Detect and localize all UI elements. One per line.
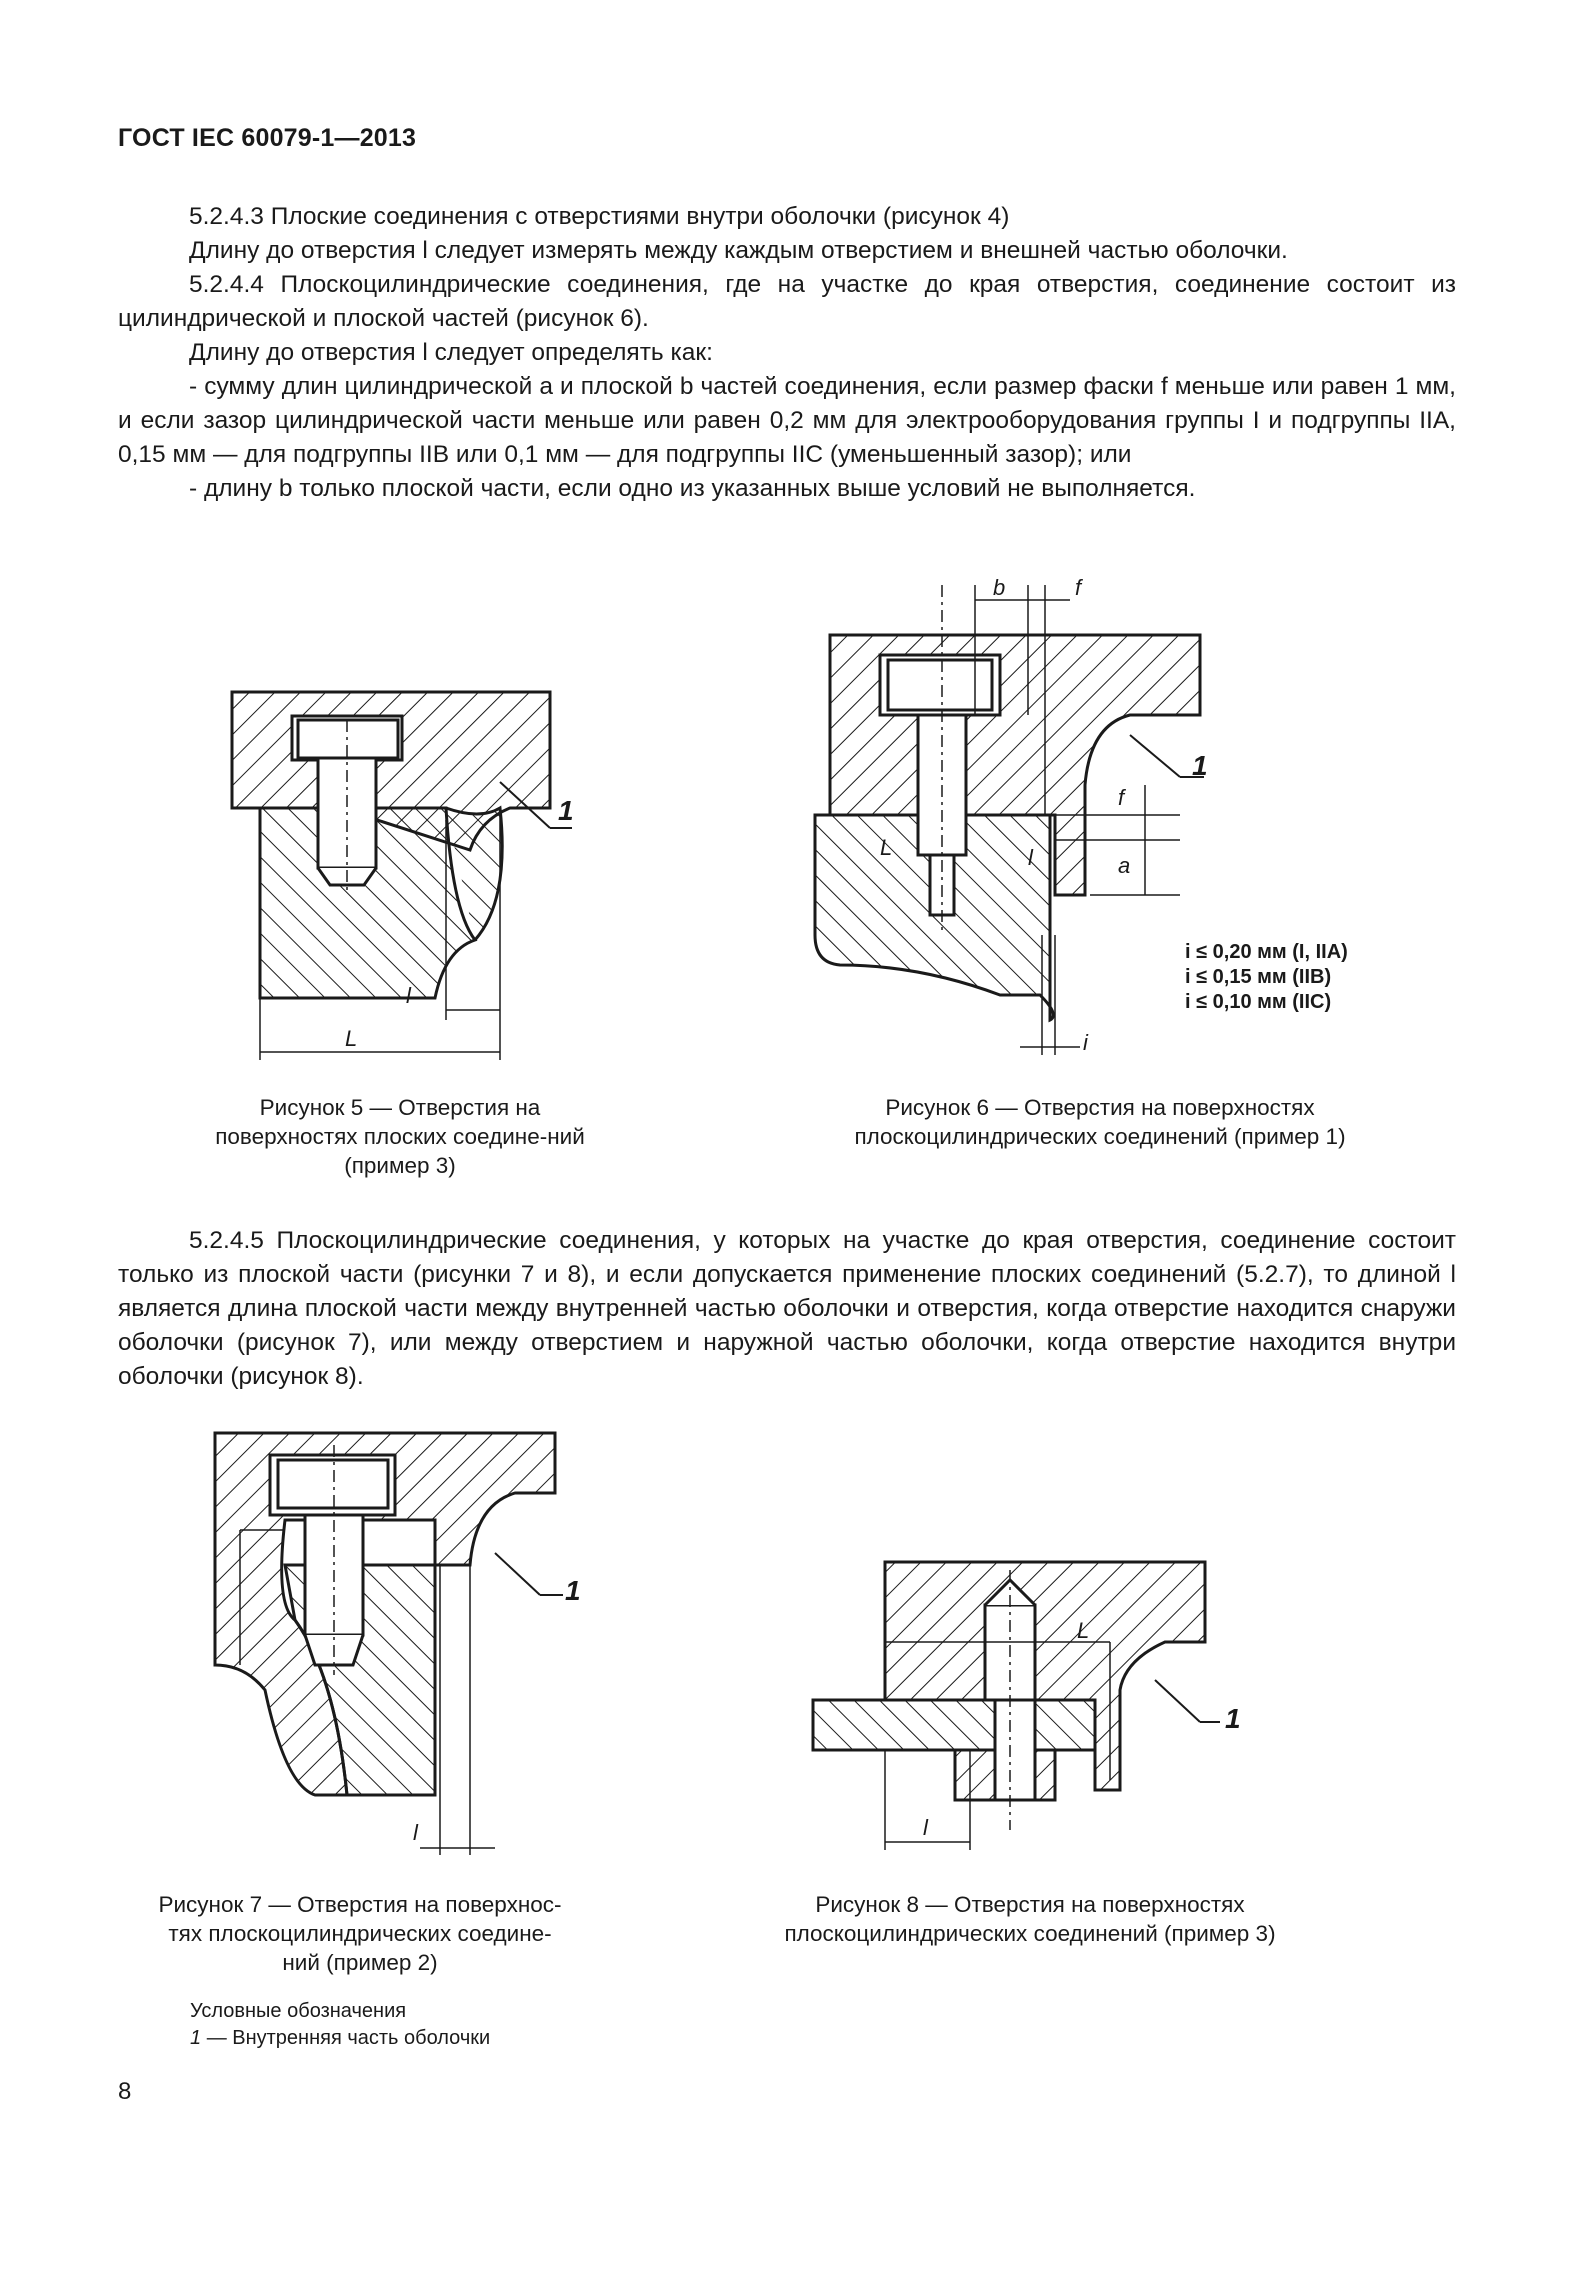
paragraph: 5.2.4.4 Плоскоцилиндрические соединения, где на участке до края отверстия, соединение состоит из цилиндрической и плоской частей (рисунок 6). — [118, 271, 1456, 332]
dim-label-L: L — [880, 835, 893, 860]
dim-label-l: l — [413, 1820, 418, 1845]
figure-7-caption: Рисунок 7 — Отверстия на поверхнос-тях плоскоцилиндрических соедине-ний (пример 2) — [158, 1892, 562, 1975]
gap-note: i ≤ 0,20 мм (I, IIA) — [1185, 941, 1348, 963]
dim-label-b: b — [993, 575, 1006, 600]
legend-item-number: 1 — [190, 2027, 202, 2049]
figure-6-caption: Рисунок 6 — Отверстия на поверхностях плоскоцилиндрических соединений (пример 1) — [854, 1095, 1346, 1149]
page-number: 8 — [118, 2078, 132, 2105]
dim-label-l: l — [1028, 845, 1033, 870]
dim-label-l: l — [406, 983, 411, 1008]
gap-note: i ≤ 0,10 мм (IIC) — [1185, 991, 1332, 1013]
dim-label-i: i — [1083, 1030, 1088, 1055]
legend-title: Условные обозначения — [190, 2000, 407, 2022]
paragraph: Длину до отверстия l следует определять как: — [189, 339, 713, 366]
dim-label-f-side: f — [1118, 785, 1125, 810]
gap-note: i ≤ 0,15 мм (IIB) — [1185, 966, 1332, 988]
text-block-middle — [118, 1224, 1456, 1394]
legend-item — [190, 2025, 490, 2052]
figure-6-drawing — [800, 555, 1420, 1075]
legend-item-text: — Внутренняя часть оболочки — [206, 2027, 491, 2049]
figure-5-drawing — [210, 680, 610, 1080]
figure-8-drawing — [805, 1550, 1265, 1880]
callout-1: 1 — [565, 1575, 581, 1606]
paragraph: 5.2.4.5 Плоскоцилиндрические соединения, у которых на участке до края отверстия, соединение состоит только из плоской части (рисунки 7 и 8), и если допускается применение плоских соединений (5.2.7), то длиной l является длина плоской части между внутренней частью оболочки и отверстия, когда отверстие находится снаружи оболочки (рисунок 7), или между отверстием и наружной частью оболочки, когда отверстие находится внутри оболочки (рисунок 8). — [118, 1227, 1456, 1390]
figure-5-caption: Рисунок 5 — Отверстия на поверхностях плоских соедине-ний (пример 3) — [215, 1095, 585, 1178]
legend — [190, 1998, 490, 2052]
dim-label-l: l — [923, 1815, 928, 1840]
paragraph: 5.2.4.3 Плоские соединения с отверстиями внутри оболочки (рисунок 4) — [189, 203, 1010, 230]
dim-label-L: L — [1077, 1618, 1090, 1643]
callout-1: 1 — [1225, 1703, 1241, 1734]
figure-8-caption: Рисунок 8 — Отверстия на поверхностях плоскоцилиндрических соединений (пример 3) — [784, 1892, 1276, 1946]
figure-7-drawing — [195, 1425, 595, 1875]
callout-1: 1 — [558, 795, 574, 826]
paragraph: - длину b только плоской части, если одно из указанных выше условий не выполняется. — [189, 475, 1196, 502]
dim-label-f-top: f — [1075, 575, 1082, 600]
callout-1: 1 — [1192, 750, 1208, 781]
paragraph: - сумму длин цилиндрической a и плоской b частей соединения, если размер фаски f меньше или равен 1 мм, и если зазор цилиндрической части меньше или равен 0,2 мм для электрооборудования группы I и подгруппы IIA, 0,15 мм — для подгруппы IIB или 0,1 мм — для подгруппы IIC (уменьшенный зазор); или — [118, 373, 1456, 468]
text-block-top — [118, 200, 1456, 506]
paragraph: Длину до отверстия l следует измерять между каждым отверстием и внешней частью оболочки. — [189, 237, 1288, 264]
document-header: ГОСТ IEC 60079-1—2013 — [118, 124, 417, 152]
dim-label-a: a — [1118, 853, 1131, 878]
dim-label-L: L — [345, 1026, 358, 1051]
